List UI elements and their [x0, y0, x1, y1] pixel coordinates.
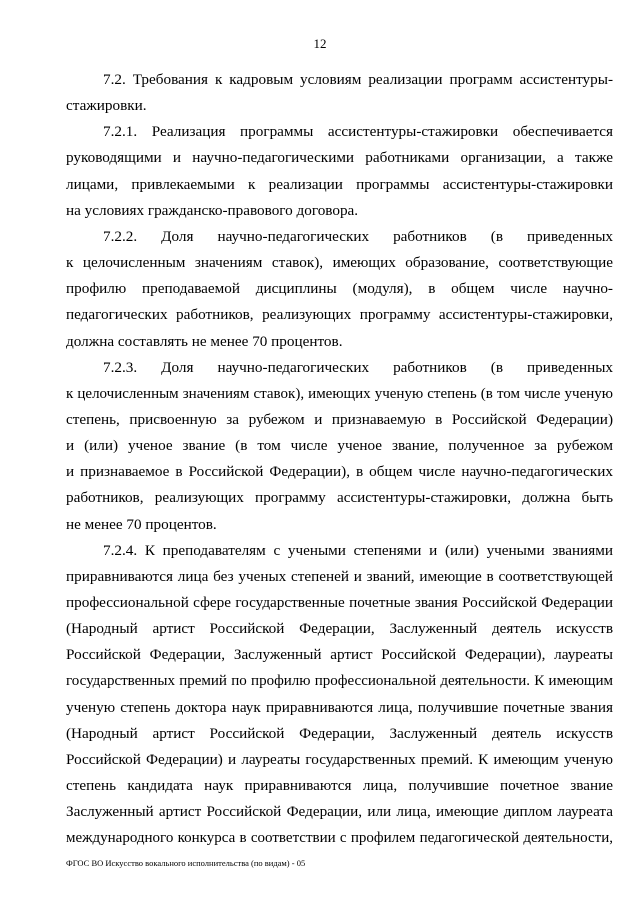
text-line: должна составлять не менее 70 процентов.	[66, 332, 343, 350]
text-line: и (или) ученое звание (в том числе ученое звание, полученное за рубежом	[66, 437, 613, 455]
text-line: и признаваемое в Российской Федерации), в общем числе научно-педагогических	[66, 463, 613, 481]
text-line: на условиях гражданско-правового договора.	[66, 201, 359, 219]
text-line: к целочисленным значениям ставок), имеющих ученую степень (в том числе ученую	[66, 385, 613, 402]
text-line: руководящими и научно-педагогическими работниками организации, а также	[66, 149, 613, 167]
document-footer: ФГОС ВО Искусство вокального исполнительства (по видам) - 05	[66, 858, 306, 868]
text-line: работников, реализующих программу ассистентуры-стажировки, должна быть	[66, 489, 613, 507]
text-line: ученую степень доктора наук приравниваются лица, получившие почетные звания	[66, 698, 613, 716]
text-line: к целочисленным значениям ставок), имеющих образование, соответствующие	[66, 254, 613, 271]
text-line: 7.2.1. Реализация программы ассистентуры-стажировки обеспечивается	[103, 123, 613, 141]
text-line: (Народный артист Российской Федерации, Заслуженный деятель искусств	[66, 724, 613, 742]
text-line: международного конкурса в соответствии с профилем педагогической деятельности,	[66, 830, 613, 847]
text-line: лицами, привлекаемыми к реализации программы ассистентуры-стажировки	[66, 175, 613, 193]
text-line: профилю преподаваемой дисциплины (модуля), в общем числе научно-	[66, 280, 613, 298]
text-line: стажировки.	[66, 97, 147, 115]
text-line: государственных премий по профилю профессиональной деятельности. К имеющим	[66, 673, 613, 690]
text-line: не менее 70 процентов.	[66, 515, 217, 533]
text-line: приравниваются лица без ученых степеней и званий, имеющие в соответствующей	[66, 567, 613, 585]
text-line: степень, присвоенную за рубежом и признаваемую в Российской Федерации)	[66, 410, 613, 428]
text-line: 7.2.3. Доля научно-педагогических работников (в приведенных	[103, 358, 613, 376]
text-line: Российской Федерации, Заслуженный артист Российской Федерации), лауреаты	[66, 646, 613, 664]
text-line: 7.2. Требования к кадровым условиям реализации программ ассистентуры-	[103, 71, 613, 88]
text-line: (Народный артист Российской Федерации, Заслуженный деятель искусств	[66, 620, 613, 638]
page-number: 12	[313, 36, 327, 51]
text-line: профессиональной сфере государственные почетные звания Российской Федерации	[66, 594, 613, 611]
text-line: 7.2.2. Доля научно-педагогических работников (в приведенных	[103, 227, 613, 245]
text-line: 7.2.4. К преподавателям с учеными степенями и (или) учеными званиями	[103, 541, 613, 559]
text-line: Российской Федерации) и лауреаты государственных премий. К имеющим ученую	[66, 750, 613, 768]
text-line: педагогических работников, реализующих программу ассистентуры-стажировки,	[66, 306, 613, 324]
text-line: Заслуженный артист Российской Федерации, или лица, имеющие диплом лауреата	[66, 803, 613, 821]
text-line: степень кандидата наук приравниваются лица, получившие почетное звание	[66, 777, 613, 794]
